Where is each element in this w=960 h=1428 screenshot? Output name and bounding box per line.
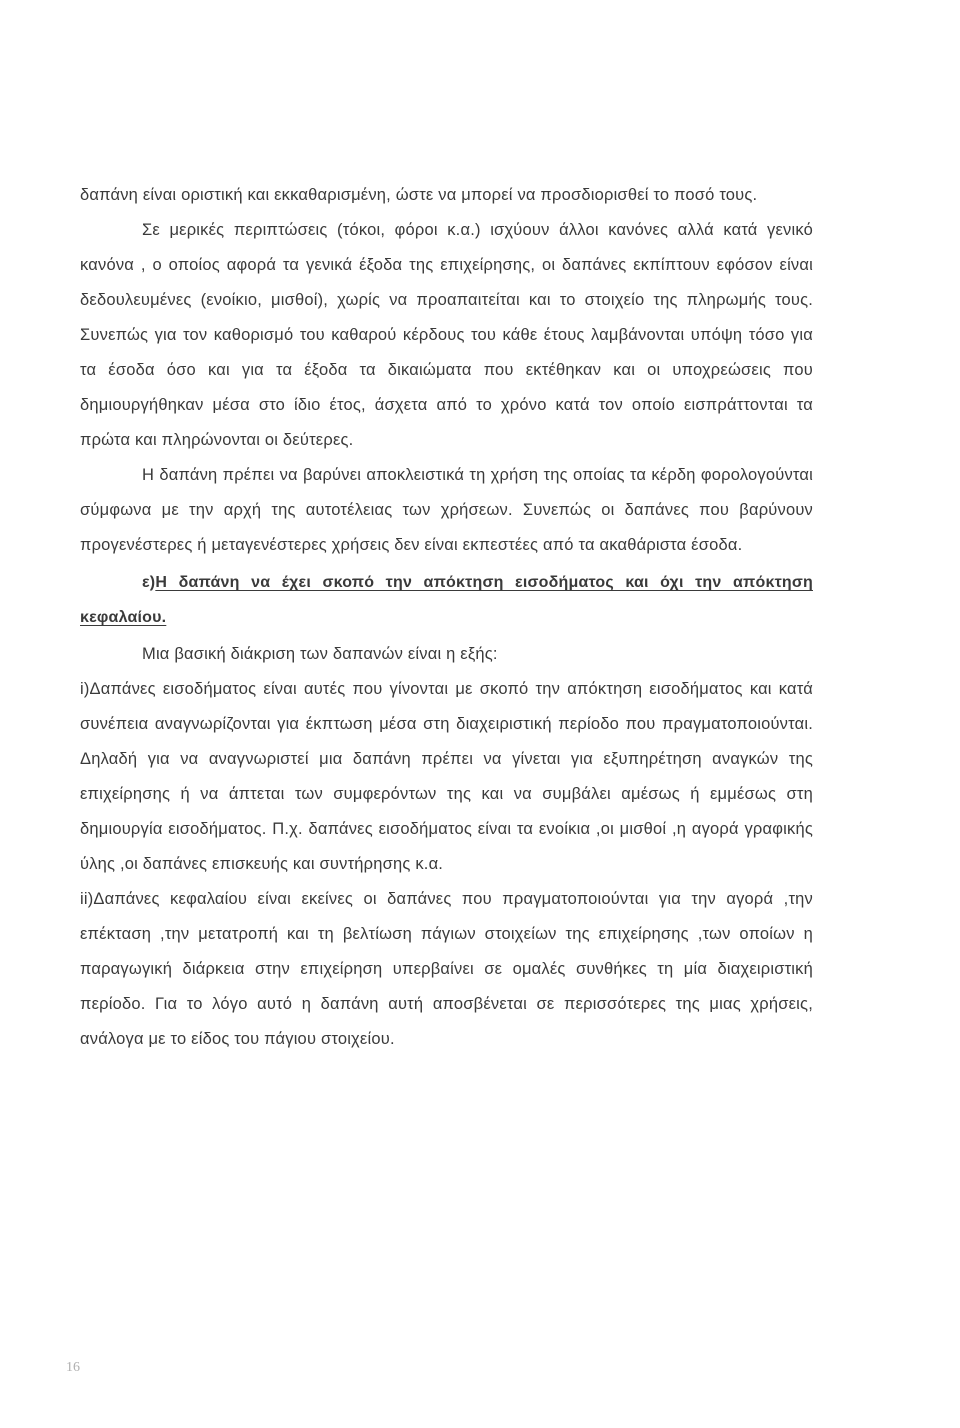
paragraph-accrual-rule: Σε μερικές περιπτώσεις (τόκοι, φόροι κ.α.) ισχύουν άλλοι κανόνες αλλά κατά γενικό κανόνα , ο οποίος αφορά τα γενικά έξοδα της επιχείρησης, οι δαπάνες εκπίπτουν εφόσον είναι δεδουλευμένες (ενοίκιο, μισθοί), χωρίς να προαπαιτείται και το στοιχείο της πληρωμής τους. Συνεπώς για τον καθορισμό του καθαρού κέρδους του κάθε έτους λαμβάνονται υπόψη τόσο για τα έσοδα όσο και για τα έξοδα τα δικαιώματα που εκτέθηκαν και οι υποχρεώσεις που δημιουργήθηκαν μέσα στο ίδιο έτος, άσχετα από το χρόνο κατά τον οποίο εισπράττονται τα πρώτα και πληρώνονται οι δεύτερες. — [80, 221, 813, 449]
section-heading-text: Η δαπάνη να έχει σκοπό την απόκτηση εισοδήματος και όχι την απόκτηση κεφαλαίου. — [80, 574, 813, 626]
paragraph-period-rule: Η δαπάνη πρέπει να βαρύνει αποκλειστικά τη χρήση της οποίας τα κέρδη φορολογούνται σύμφωνα με την αρχή της αυτοτέλειας των χρήσεων. Συνεπώς οι δαπάνες που βαρύνουν προγενέστερες ή μεταγενέστερες χρήσεις δεν είναι εκπεστέες από τα ακαθάριστα έσοδα. — [80, 466, 813, 554]
paragraph-intro: Μια βασική διάκριση των δαπανών είναι η εξής: — [142, 645, 498, 663]
section-heading — [80, 563, 813, 637]
paragraph-continuation: δαπάνη είναι οριστική και εκκαθαρισμένη, ώστε να μπορεί να προσδιορισθεί το ποσό τους. — [80, 186, 758, 204]
paragraph-income-expenses: i)Δαπάνες εισοδήματος είναι αυτές που γίνονται με σκοπό την απόκτηση εισοδήματος και κατά συνέπεια αναγνωρίζονται για έκπτωση μέσα στη διαχειριστική περίοδο που πραγματοποιούνται. Δηλαδή για να αναγνωριστεί μια δαπάνη πρέπει να γίνεται για εξυπηρέτηση αναγκών της επιχείρησης ή να άπτεται των συμφερόντων της και να συμβάλει αμέσως ή εμμέσως στη δημιουργία εισοδήματος. Π.χ. δαπάνες εισοδήματος είναι τα ενοίκια ,οι μισθοί ,η αγορά γραφικής ύλης ,οι δαπάνες επισκευής και συντήρησης κ.α. — [80, 680, 813, 873]
document-body — [80, 178, 813, 1057]
paragraph-capital-expenses: ii)Δαπάνες κεφαλαίου είναι εκείνες οι δαπάνες που πραγματοποιούνται για την αγορά ,την επέκταση ,την μετατροπή και τη βελτίωση πάγιων στοιχείων της επιχείρησης ,των οποίων η παραγωγική διάρκεια στην επιχείρηση υπερβαίνει σε ομαλές συνθήκες τη μία διαχειριστική περίοδο. Για το λόγο αυτό η δαπάνη αυτή αποσβένεται σε περισσότερες της μιας χρήσεις, ανάλογα με το είδος του πάγιου στοιχείου. — [80, 890, 813, 1048]
page-number: 16 — [66, 1360, 80, 1375]
section-heading-prefix: ε) — [142, 574, 156, 591]
